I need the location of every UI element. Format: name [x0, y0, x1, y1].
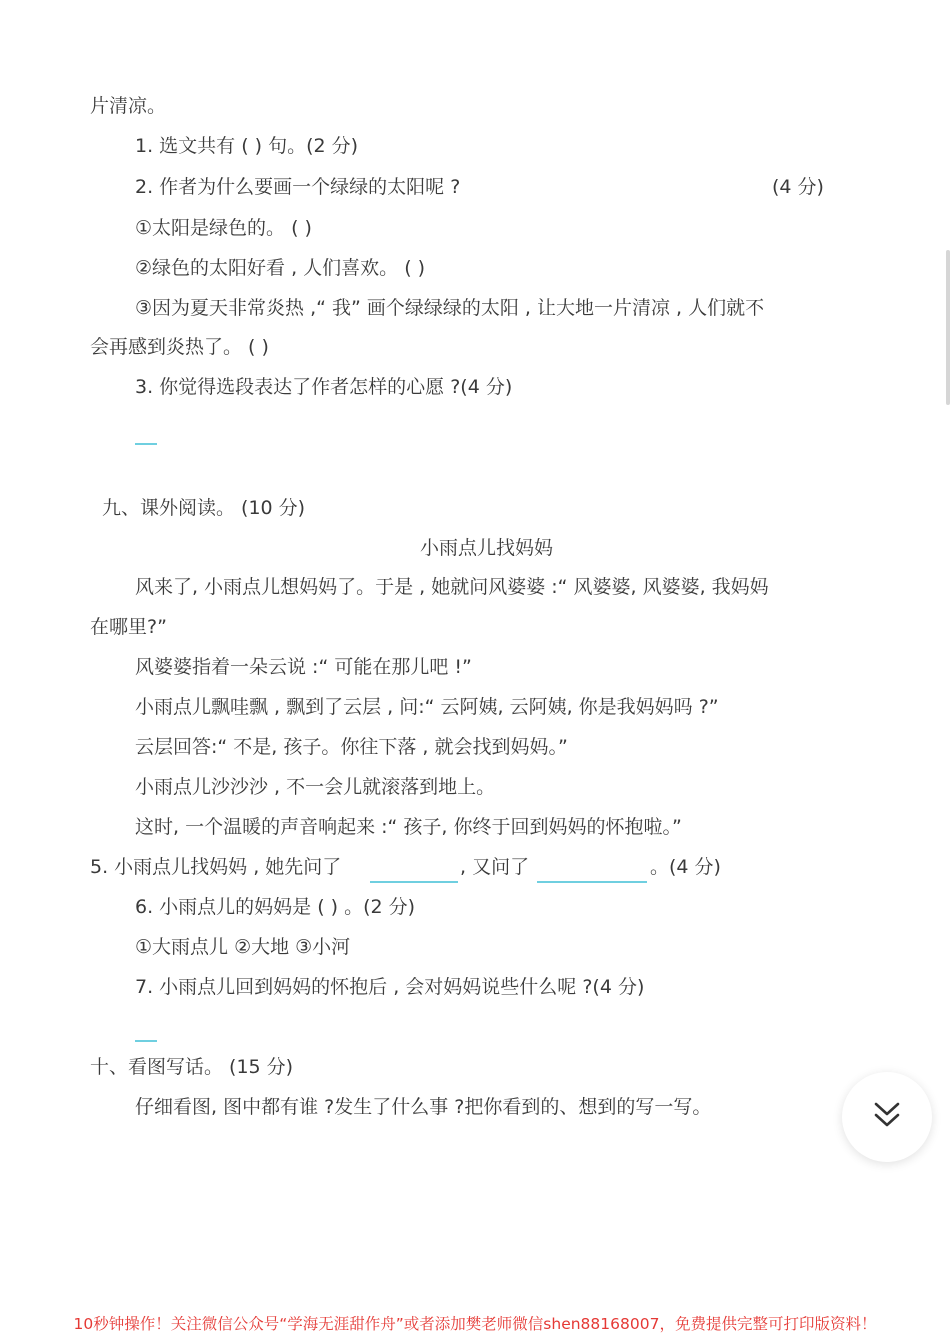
question-1: 1. 选文共有 ( ) 句。(2 分) [135, 135, 359, 157]
scroll-down-button[interactable] [842, 1072, 932, 1162]
option-2: ②绿色的太阳好看 , 人们喜欢。 ( ) [135, 257, 426, 279]
passage-line: 风来了, 小雨点儿想妈妈了。于是 , 她就问风婆婆 :“ 风婆婆, 风婆婆, 我妈妈 [135, 576, 769, 598]
passage-line: 这时, 一个温暖的声音响起来 :“ 孩子, 你终于回到妈妈的怀抱啦。” [135, 816, 682, 838]
question-5: 5. 小雨点儿找妈妈 , 她先问了 [90, 856, 342, 878]
question-3: 3. 你觉得选段表达了作者怎样的心愿 ?(4 分) [135, 376, 513, 398]
passage-line: 云层回答:“ 不是, 孩子。你往下落 , 就会找到妈妈。” [135, 736, 568, 758]
question-2: 2. 作者为什么要画一个绿绿的太阳呢 ? [135, 176, 461, 198]
option-1: ①太阳是绿色的。 ( ) [135, 217, 312, 239]
option-3-cont: 会再感到炎热了。 ( ) [90, 336, 269, 358]
passage-line: 风婆婆指着一朵云说 :“ 可能在那儿吧 !” [135, 656, 472, 678]
passage-line: 在哪里?” [90, 616, 167, 638]
section-10-heading: 十、看图写话。 (15 分) [90, 1056, 294, 1078]
option-3: ③因为夏天非常炎热 ,“ 我” 画个绿绿绿的太阳 , 让大地一片清凉 , 人们就不 [135, 297, 765, 319]
text-line: 片清凉。 [90, 95, 167, 117]
question-6-options: ①大雨点儿 ②大地 ③小河 [135, 936, 351, 958]
passage-line: 小雨点儿沙沙沙 , 不一会儿就滚落到地上。 [135, 776, 496, 798]
question-5-score: 。(4 分) [650, 856, 721, 878]
writing-prompt: 仔细看图, 图中都有谁 ?发生了什么事 ?把你看到的、想到的写一写。 [135, 1096, 712, 1118]
section-9-heading: 九、课外阅读。 (10 分) [102, 497, 306, 519]
passage-line: 小雨点儿飘哇飘 , 飘到了云层 , 问:“ 云阿姨, 云阿姨, 你是我妈妈吗 ?” [135, 696, 719, 718]
answer-blank-2 [537, 881, 647, 883]
promo-footer: 10秒钟操作！关注微信公众号“学海无涯甜作舟”或者添加樊老师微信shen88168007，免费提供完整可打印版资料！ [73, 1315, 877, 1333]
question-7: 7. 小雨点儿回到妈妈的怀抱后 , 会对妈妈说些什么呢 ?(4 分) [135, 976, 645, 998]
question-2-score: (4 分) [772, 176, 824, 198]
answer-blank-1 [370, 881, 458, 883]
answer-line [135, 443, 157, 445]
scrollbar[interactable] [946, 250, 950, 405]
answer-line [135, 1040, 157, 1042]
question-6: 6. 小雨点儿的妈妈是 ( ) 。(2 分) [135, 896, 416, 918]
question-5-mid: , 又问了 [460, 856, 530, 878]
passage-title: 小雨点儿找妈妈 [420, 537, 554, 559]
double-chevron-down-icon [870, 1098, 904, 1136]
